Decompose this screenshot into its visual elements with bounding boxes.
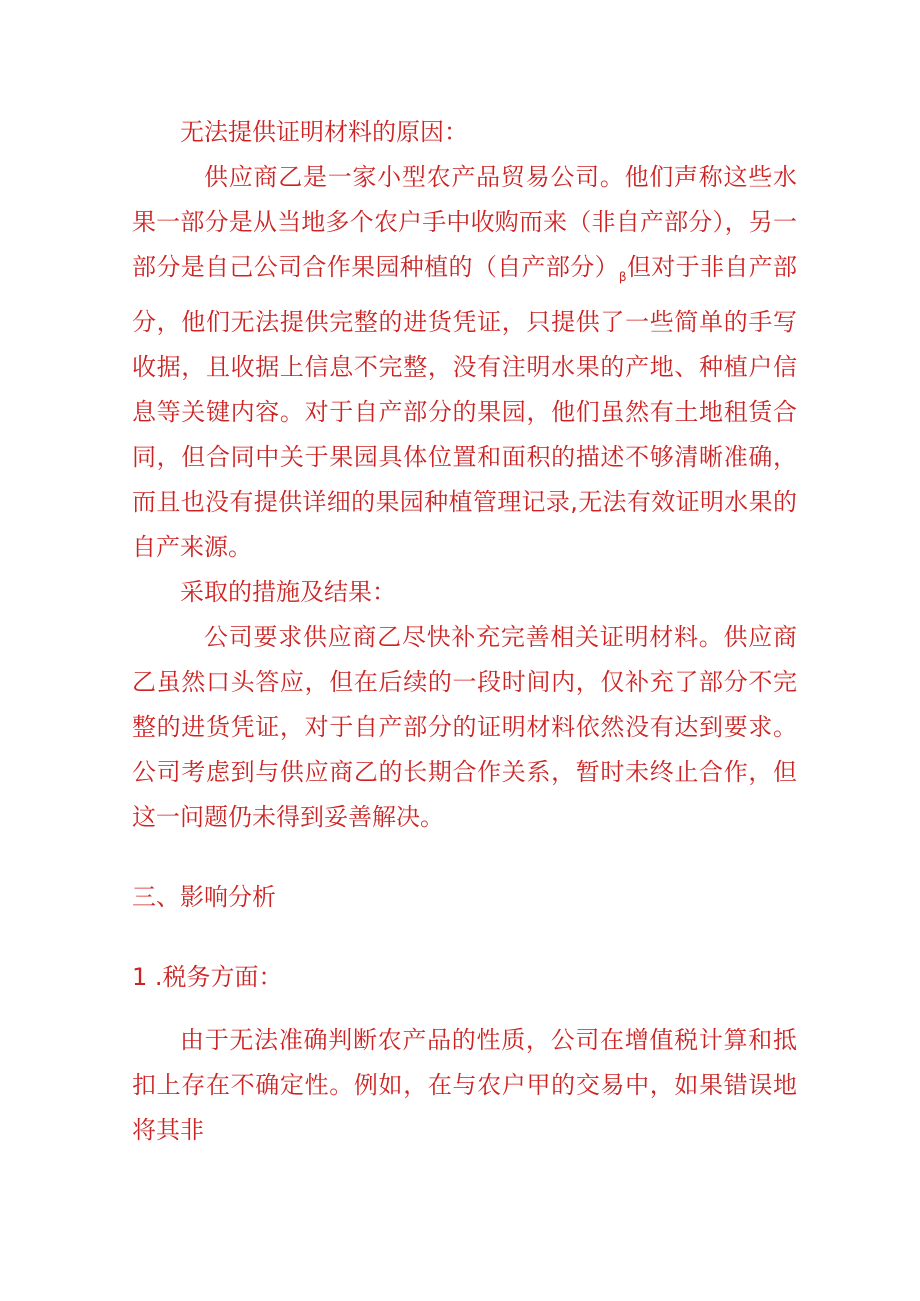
section-3-heading: 三、影响分析: [132, 883, 276, 911]
reason-subscript-mark: β: [618, 270, 627, 284]
reason-title: 无法提供证明材料的原因：: [180, 118, 468, 146]
measure-title: 采取的措施及结果：: [180, 578, 396, 606]
spacer: [132, 920, 797, 955]
item-1-heading: 1 .税务方面：: [132, 963, 283, 991]
reason-text-part2: 但对于非自产部分，他们无法提供完整的进货凭证，只提供了一些简单的手写收据，且收据上信息不完整，没有注明水果的产地、种植户信息等关键内容。对于自产部分的果园，他们虽然有土地租赁合同，但合同中关于果园具体位置和面积的描述不够清晰准确，而且也没有提供详细的果园种植管理记录,无法有效证明水果的自产来源。: [132, 253, 798, 561]
spacer: [132, 840, 797, 875]
spacer: [132, 1000, 797, 1018]
document-body: [132, 110, 797, 1153]
reason-text-part1: 供应商乙是一家小型农产品贸易公司。他们声称这些水果一部分是从当地多个农户手中收购而来（非自产部分），另一部分是自己公司合作果园种植的（自产部分）: [132, 163, 797, 281]
measure-paragraph: 公司要求供应商乙尽快补充完善相关证明材料。供应商乙虽然口头答应，但在后续的一段时间内，仅补充了部分不完整的进货凭证，对于自产部分的证明材料依然没有达到要求。公司考虑到与供应商乙的长期合作关系，暂时未终止合作，但这一问题仍未得到妥善解决。: [132, 623, 797, 831]
item-1-paragraph: 由于无法准确判断农产品的性质，公司在增值税计算和抵扣上存在不确定性。例如，在与农户甲的交易中，如果错误地将其非: [132, 1026, 797, 1144]
reason-paragraph: [132, 155, 797, 570]
